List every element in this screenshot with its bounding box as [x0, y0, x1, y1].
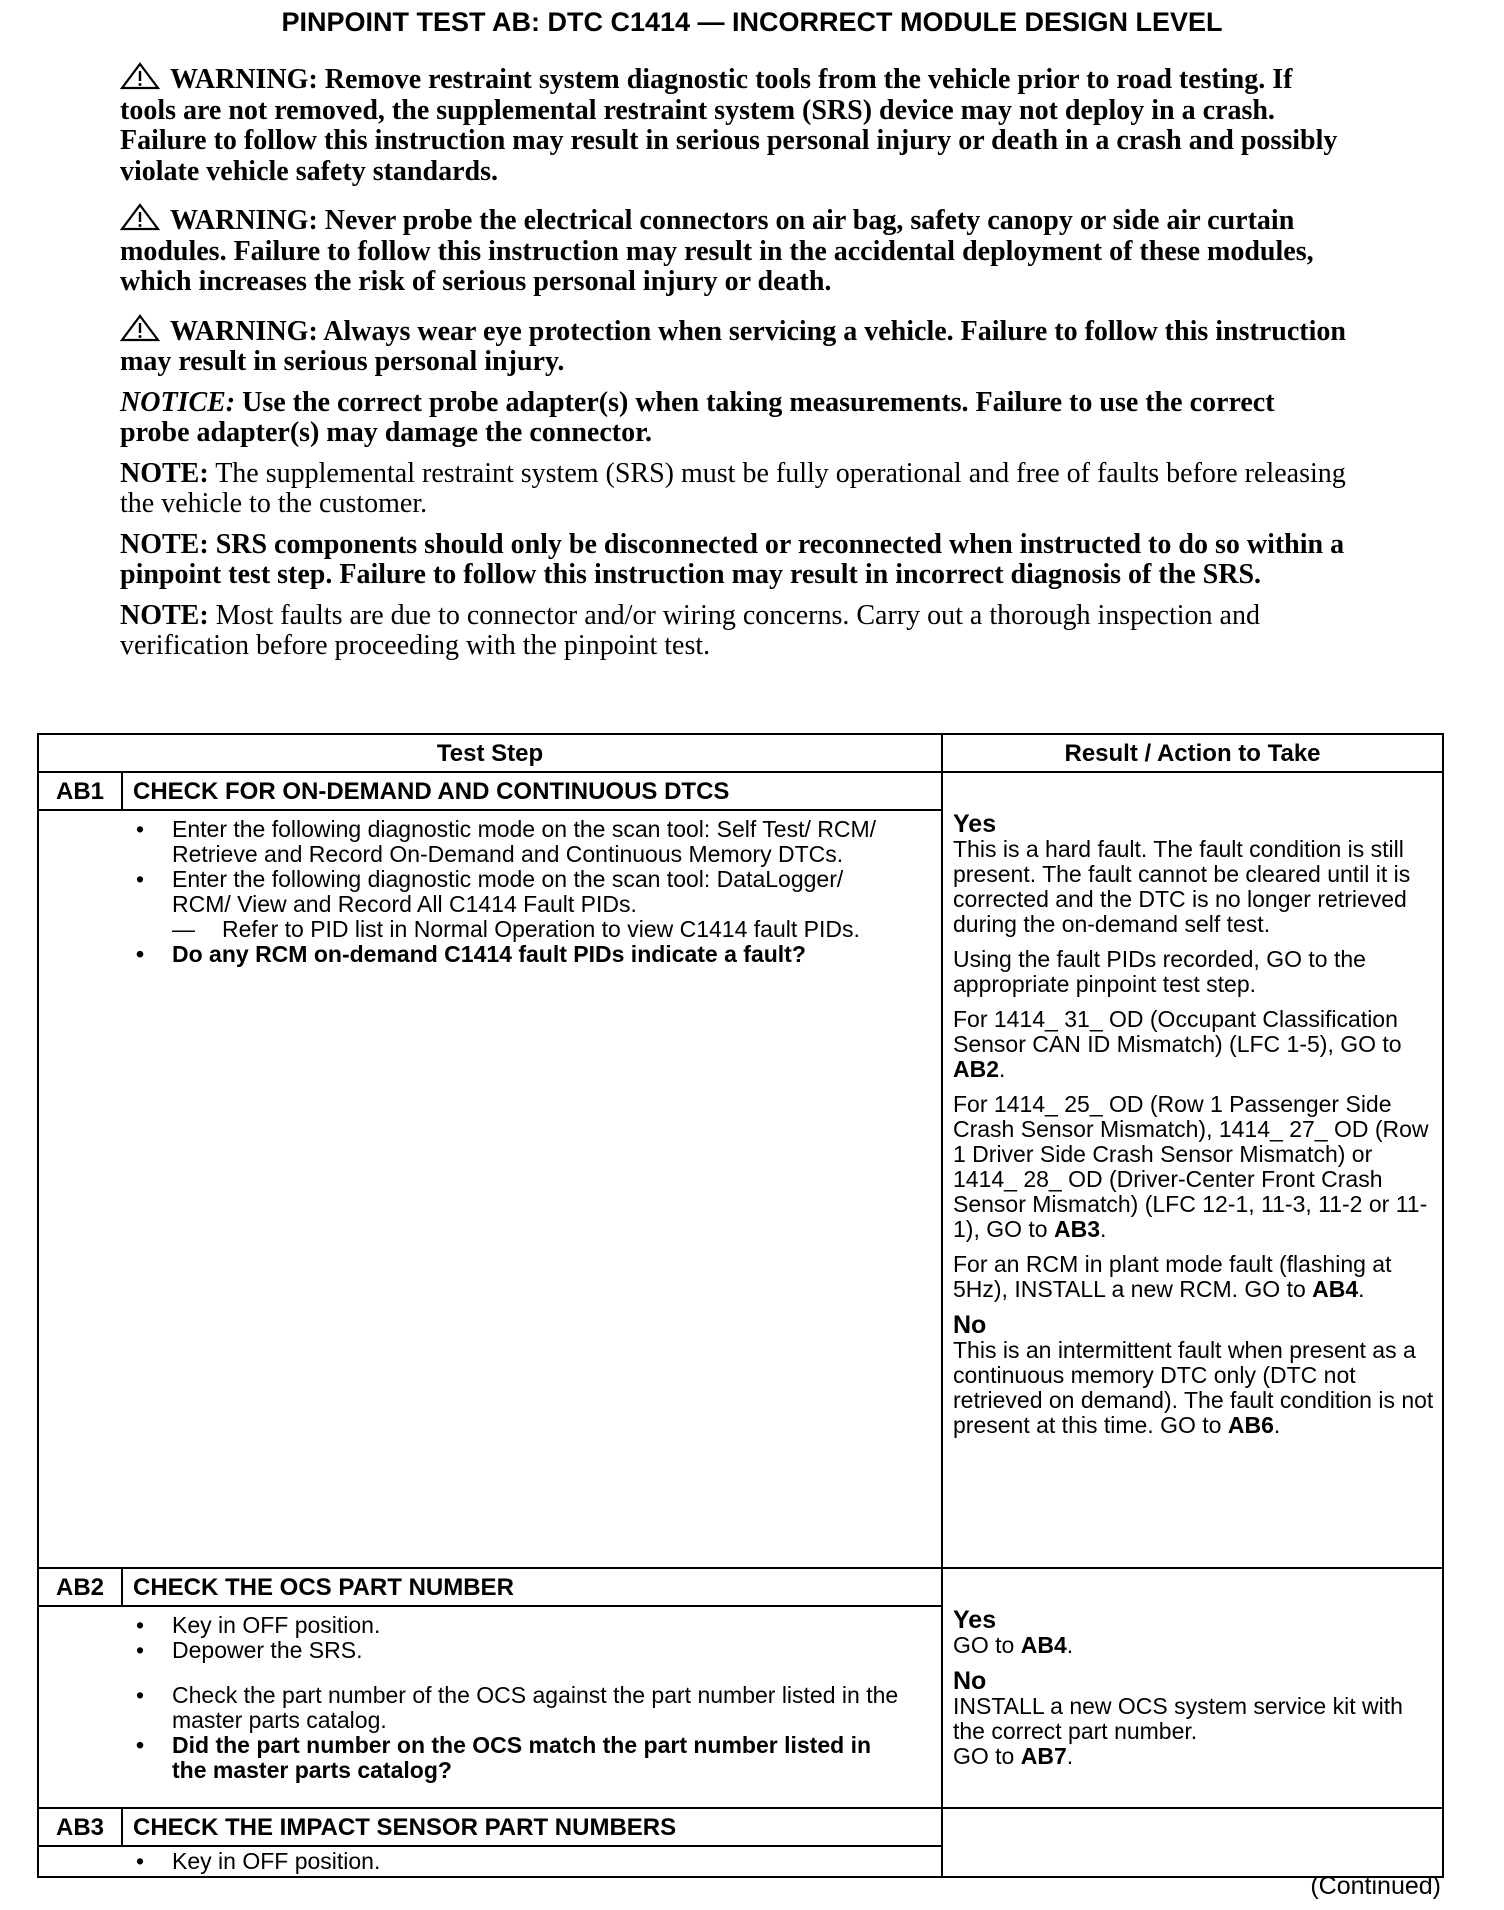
- note-2: [120, 530, 1350, 591]
- warning-label: WARNING:: [170, 64, 318, 95]
- step-id: AB2: [38, 1568, 122, 1606]
- step-id: AB1: [38, 772, 122, 810]
- note-text: The supplemental restraint system (SRS) must be fully operational and free of faults before releasing the vehicle to the customer.: [120, 457, 1346, 519]
- notice: [120, 388, 1350, 449]
- note-label: NOTE:: [120, 528, 209, 560]
- no-label: No: [953, 1311, 987, 1339]
- step-instructions: [38, 1606, 942, 1808]
- step-bullet: • Enter the following diagnostic mode on the scan tool: DataLogger/ RCM/ View and Record All C1414 Fault PIDs.: [39, 867, 901, 917]
- safety-notices: [120, 62, 1350, 678]
- notice-label: NOTICE:: [120, 386, 236, 418]
- no-label: No: [953, 1667, 987, 1695]
- warning-triangle-icon: [120, 203, 160, 231]
- warning-triangle-icon: [120, 62, 160, 90]
- note-3: [120, 601, 1350, 662]
- step-ref[interactable]: AB6: [1227, 1412, 1274, 1438]
- note-1: [120, 459, 1350, 520]
- pinpoint-test-table: [37, 733, 1444, 1878]
- result-text-part: GO to: [953, 1632, 1021, 1658]
- page-title: PINPOINT TEST AB: DTC C1414 — INCORRECT MODULE DESIGN LEVEL: [281, 7, 1223, 37]
- step-ref[interactable]: AB4: [1020, 1632, 1067, 1658]
- note-text: Most faults are due to connector and/or wiring concerns. Carry out a thorough inspection and verification before proceeding with the pinpoint test.: [120, 599, 1260, 661]
- step-title: CHECK THE IMPACT SENSOR PART NUMBERS: [122, 1808, 942, 1846]
- result-text: INSTALL a new OCS system service kit with the correct part number.: [953, 1693, 1403, 1744]
- warning-3: [120, 314, 1350, 378]
- step-id: AB3: [38, 1808, 122, 1846]
- step-ref[interactable]: AB4: [1312, 1276, 1359, 1302]
- step-title-row: [38, 1808, 1443, 1846]
- step-ref[interactable]: AB3: [1053, 1216, 1100, 1242]
- step-title-row: [38, 1568, 1443, 1606]
- warning-label: WARNING:: [170, 205, 318, 236]
- result-text-part: For 1414_ 31_ OD (Occupant Classification Sensor CAN ID Mismatch) (LFC 1-5), GO to: [953, 1006, 1402, 1057]
- step-ref[interactable]: AB7: [1020, 1743, 1067, 1769]
- result-text: For an RCM in plant mode fault (flashing at 5Hz), INSTALL a new RCM. GO to AB4.: [953, 1251, 1392, 1302]
- result-cell: [942, 772, 1443, 1568]
- step-bullet: • Check the part number of the OCS against the part number listed in the master parts catalog.: [39, 1683, 901, 1733]
- table-header-row: [38, 734, 1443, 772]
- note-label: NOTE:: [120, 599, 209, 631]
- note-label: NOTE:: [120, 457, 209, 489]
- yes-label: Yes: [953, 1606, 997, 1634]
- step-title: CHECK THE OCS PART NUMBER: [122, 1568, 942, 1606]
- step-bullet: • Key in OFF position.: [39, 1613, 901, 1638]
- warning-text: Remove restraint system diagnostic tools from the vehicle prior to road testing. If tools are not removed, the supplemental restraint system (SRS) device may not deploy in a crash. Failure to follow this instruction may result in serious personal injury or death in a crash and possibly violate vehicle safety standards.: [120, 64, 1338, 187]
- result-text: For 1414_ 25_ OD (Row 1 Passenger Side Crash Sensor Mismatch), 1414_ 27_ OD (Row 1 Driver Side Crash Sensor Mismatch) or 1414_ 28_ OD (Driver-Center Front Crash Sensor Mismatch) (LFC 12-1, 11-3, 11-2 or 11-1), GO to AB3.: [953, 1091, 1429, 1242]
- result-text: GO to AB4.: [953, 1632, 1074, 1658]
- step-title-row: [38, 772, 1443, 810]
- step-ref[interactable]: AB2: [953, 1056, 1000, 1082]
- step-sub-bullet: — Refer to PID list in Normal Operation to view C1414 fault PIDs.: [39, 917, 901, 942]
- step-question: • Did the part number on the OCS match the part number listed in the master parts catalog?: [39, 1733, 901, 1783]
- step-title: CHECK FOR ON-DEMAND AND CONTINUOUS DTCS: [122, 772, 942, 810]
- warning-triangle-icon: [120, 314, 160, 342]
- result-text: GO to AB7.: [953, 1743, 1074, 1769]
- warning-1: [120, 62, 1350, 187]
- step-instructions: [38, 1846, 942, 1877]
- result-text-part: GO to: [953, 1743, 1021, 1769]
- warning-2: [120, 203, 1350, 298]
- header-result: Result / Action to Take: [942, 734, 1443, 772]
- result-text-part: For an RCM in plant mode fault (flashing at 5Hz), INSTALL a new RCM. GO to: [953, 1251, 1392, 1302]
- result-text: Using the fault PIDs recorded, GO to the appropriate pinpoint test step.: [953, 946, 1366, 997]
- continued-label: (Continued): [1310, 1872, 1441, 1900]
- result-text: This is an intermittent fault when present as a continuous memory DTC only (DTC not retrieved on demand). The fault condition is not present at this time. GO to AB6.: [953, 1337, 1434, 1438]
- step-question: • Do any RCM on-demand C1414 fault PIDs indicate a fault?: [39, 942, 901, 967]
- result-text: This is a hard fault. The fault condition is still present. The fault cannot be cleared until it is corrected and the DTC is no longer retrieved during the on-demand self test.: [953, 836, 1411, 937]
- warning-label: WARNING:: [170, 315, 318, 347]
- result-text-part: For 1414_ 25_ OD (Row 1 Passenger Side Crash Sensor Mismatch), 1414_ 27_ OD (Row 1 Driver Side Crash Sensor Mismatch) or 1414_ 28_ OD (Driver-Center Front Crash Sensor Mismatch) (LFC 12-1, 11-3, 11-2 or 11-1), GO to: [953, 1091, 1429, 1242]
- note-text: SRS components should only be disconnected or reconnected when instructed to do so within a pinpoint test step. Failure to follow this instruction may result in incorrect diagnosis of the SRS.: [120, 528, 1345, 590]
- warning-text: Always wear eye protection when servicing a vehicle. Failure to follow this instruction may result in serious personal injury.: [120, 315, 1346, 377]
- step-bullet: • Enter the following diagnostic mode on the scan tool: Self Test/ RCM/ Retrieve and Record On-Demand and Continuous Memory DTCs.: [39, 817, 901, 867]
- step-instructions: [38, 810, 942, 1568]
- step-bullet: • Key in OFF position.: [39, 1849, 901, 1874]
- yes-label: Yes: [953, 810, 997, 838]
- step-bullet: • Depower the SRS.: [39, 1638, 901, 1663]
- result-cell: [942, 1808, 1443, 1877]
- notice-text: Use the correct probe adapter(s) when taking measurements. Failure to use the correct probe adapter(s) may damage the connector.: [120, 386, 1275, 448]
- result-text: For 1414_ 31_ OD (Occupant Classification Sensor CAN ID Mismatch) (LFC 1-5), GO to AB2.: [953, 1006, 1402, 1082]
- warning-text: Never probe the electrical connectors on air bag, safety canopy or side air curtain modules. Failure to follow this instruction may result in the accidental deployment of these modules, which increases the risk of serious personal injury or death.: [120, 205, 1314, 297]
- header-test-step: Test Step: [38, 734, 942, 772]
- result-cell: [942, 1568, 1443, 1808]
- result-text-part: This is an intermittent fault when present as a continuous memory DTC only (DTC not retrieved on demand). The fault condition is not present at this time. GO to: [953, 1337, 1434, 1438]
